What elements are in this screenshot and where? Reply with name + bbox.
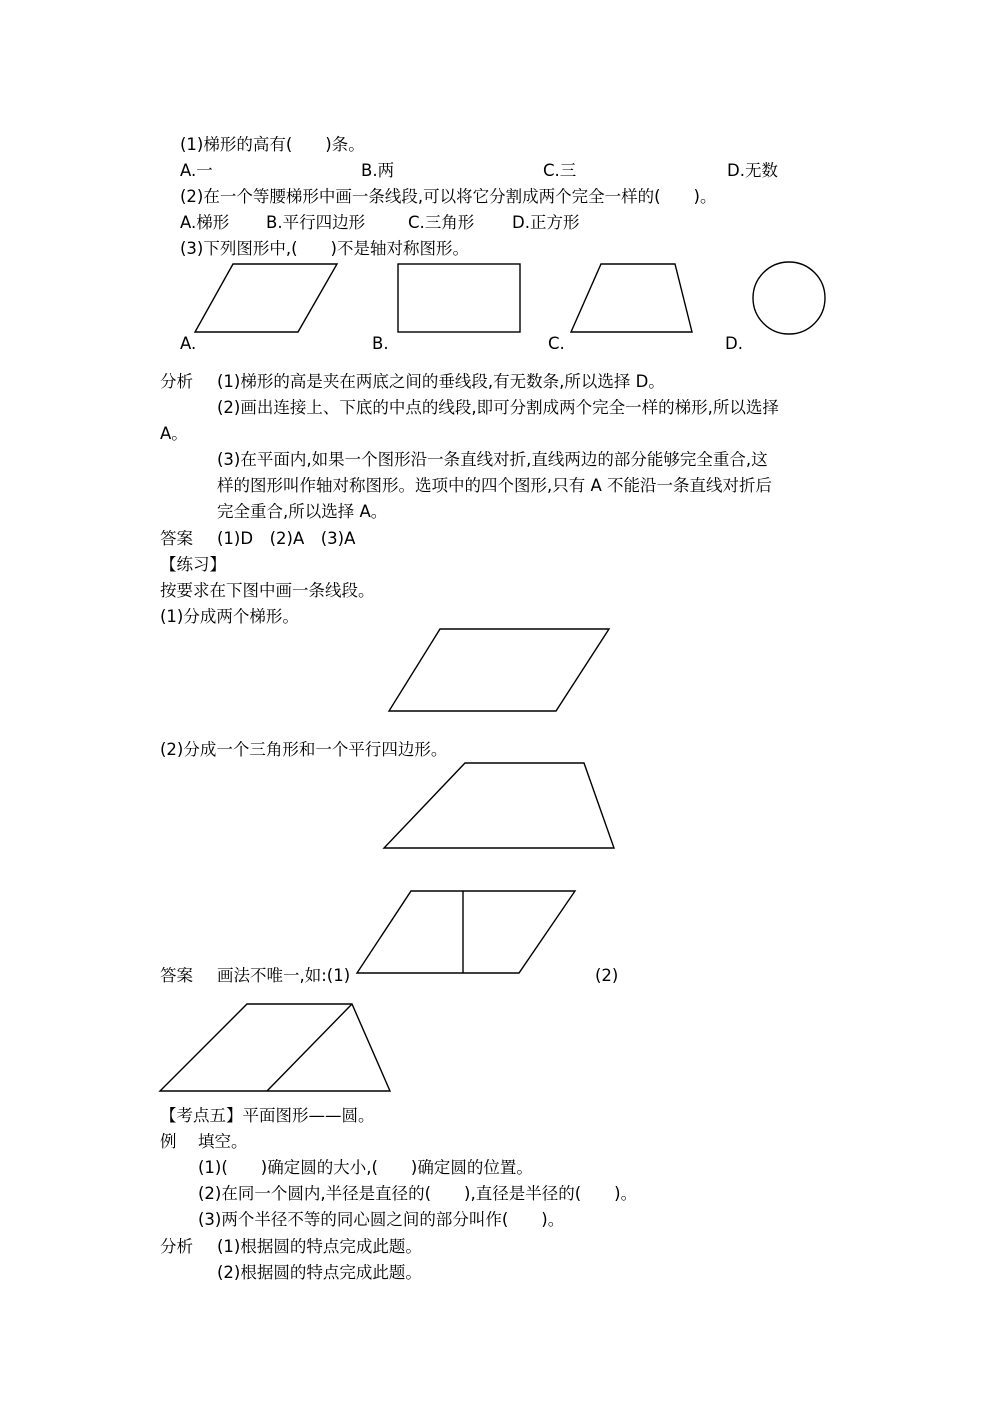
analysis-line-1: (1)梯形的高是夹在两底之间的垂线段,有无数条,所以选择 D。 xyxy=(217,372,665,391)
question-2: (2)在一个等腰梯形中画一条线段,可以将它分割成两个完全一样的( )。 xyxy=(180,187,717,206)
kaodian5-q1: (1)( )确定圆的大小,( )确定圆的位置。 xyxy=(198,1158,533,1177)
q2-option-c: C.三角形 xyxy=(408,213,475,232)
answer-parallelogram xyxy=(357,891,575,973)
figure-label-d: D. xyxy=(725,334,743,353)
figure-label-b: B. xyxy=(372,334,389,353)
kaodian5-analysis-2: (2)根据圆的特点完成此题。 xyxy=(217,1263,422,1282)
kaodian5-analysis-1: (1)根据圆的特点完成此题。 xyxy=(217,1237,422,1256)
q2-option-d: D.正方形 xyxy=(512,213,580,232)
q1-option-a: A.一 xyxy=(180,161,213,180)
kaodian5-example-text: 填空。 xyxy=(198,1132,248,1151)
practice-heading: 【练习】 xyxy=(160,555,226,574)
practice-intro: 按要求在下图中画一条线段。 xyxy=(160,581,375,600)
analysis-line-3a: (3)在平面内,如果一个图形沿一条直线对折,直线两边的部分能够完全重合,这 xyxy=(217,450,768,469)
practice-answer-label-2: (2) xyxy=(595,966,619,985)
answer-text: (1)D (2)A (3)A xyxy=(217,529,356,548)
figure-label-a: A. xyxy=(180,334,197,353)
kaodian5-q2: (2)在同一个圆内,半径是直径的( ),直径是半径的( )。 xyxy=(198,1184,638,1203)
kaodian5-analysis-label: 分析 xyxy=(160,1237,193,1256)
kaodian5-example-label: 例 xyxy=(160,1132,177,1151)
q2-option-b: B.平行四边形 xyxy=(266,213,366,232)
q1-option-b: B.两 xyxy=(361,161,395,180)
kaodian5-q3: (3)两个半径不等的同心圆之间的部分叫作( )。 xyxy=(198,1210,565,1229)
analysis-line-2a: (2)画出连接上、下底的中点的线段,即可分割成两个完全一样的梯形,所以选择 xyxy=(217,398,779,417)
figure-label-c: C. xyxy=(548,334,565,353)
analysis-line-3c: 完全重合,所以选择 A。 xyxy=(217,502,388,521)
kaodian5-heading: 【考点五】平面图形——圆。 xyxy=(160,1106,375,1125)
answer-dividing-line-2 xyxy=(267,1004,352,1091)
analysis-label: 分析 xyxy=(160,372,193,391)
practice-answer-label: 答案 xyxy=(160,966,193,985)
answer-trapezoid xyxy=(160,1004,390,1091)
question-1: (1)梯形的高有( )条。 xyxy=(180,135,365,154)
question-3: (3)下列图形中,( )不是轴对称图形。 xyxy=(180,239,469,258)
q1-option-c: C.三 xyxy=(543,161,577,180)
q1-option-d: D.无数 xyxy=(727,161,778,180)
q2-option-a: A.梯形 xyxy=(180,213,230,232)
practice-2: (2)分成一个三角形和一个平行四边形。 xyxy=(160,740,448,759)
analysis-line-3b: 样的图形叫作轴对称图形。选项中的四个图形,只有 A 不能沿一条直线对折后 xyxy=(217,476,773,495)
answer-label: 答案 xyxy=(160,529,193,548)
practice-1: (1)分成两个梯形。 xyxy=(160,607,299,626)
analysis-line-2b: A。 xyxy=(160,424,188,443)
practice-answer-text: 画法不唯一,如:(1) xyxy=(217,966,351,985)
